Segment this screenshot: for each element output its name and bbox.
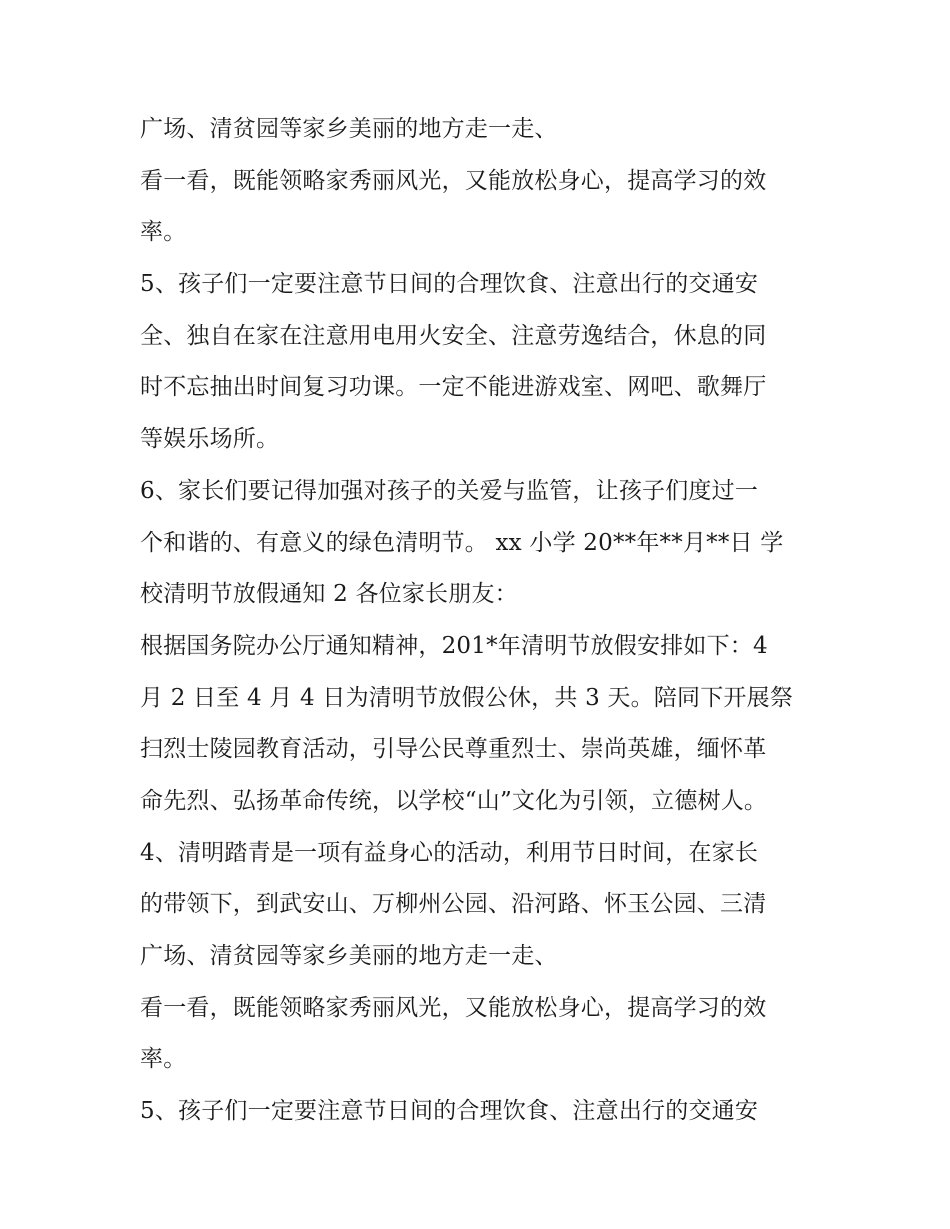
text-line: 校清明节放假通知 2 各位家长朋友： <box>140 581 518 608</box>
text-line: 广场、清贫园等家乡美丽的地方走一走、 <box>140 116 558 142</box>
text-line: 6、家长们要记得加强对孩子的关爱与监管，让孩子们度过一 <box>140 477 759 504</box>
text-line: 看一看，既能领略家秀丽风光，又能放松身心，提高学习的效 <box>140 994 767 1021</box>
text-line: 命先烈、弘扬革命传统，以学校“山”文化为引领，立德树人。 <box>140 787 768 814</box>
document-body <box>140 104 820 1138</box>
text-line: 率。 <box>140 1046 187 1073</box>
text-line: 月 2 日至 4 月 4 日为清明节放假公休，共 3 天。陪同下开展祭 <box>140 684 794 711</box>
text-line: 的带领下，到武安山、万柳州公园、沿河路、怀玉公园、三清 <box>140 891 767 918</box>
text-line: 根据国务院办公厅通知精神，201*年清明节放假安排如下：4 <box>140 632 768 659</box>
text-line: 扫烈士陵园教育活动，引导公民尊重烈士、崇尚英雄，缅怀革 <box>140 736 767 763</box>
text-line: 率。 <box>140 219 187 246</box>
text-line: 广场、清贫园等家乡美丽的地方走一走、 <box>140 943 558 969</box>
text-line: 等娱乐场所。 <box>140 426 280 453</box>
text-line: 个和谐的、有意义的绿色清明节。 xx 小学 20**年**月**日 学 <box>140 529 784 556</box>
text-line: 全、独自在家在注意用电用火安全、注意劳逸结合，休息的同 <box>140 322 767 349</box>
text-line: 时不忘抽出时间复习功课。一定不能进游戏室、网吧、歌舞厅 <box>140 374 767 401</box>
text-line: 4、清明踏青是一项有益身心的活动，利用节日时间，在家长 <box>140 839 759 866</box>
text-line: 5、孩子们一定要注意节日间的合理饮食、注意出行的交通安 <box>140 271 759 298</box>
text-line: 5、孩子们一定要注意节日间的合理饮食、注意出行的交通安 <box>140 1098 759 1125</box>
text-line: 看一看，既能领略家秀丽风光，又能放松身心，提高学习的效 <box>140 167 767 194</box>
